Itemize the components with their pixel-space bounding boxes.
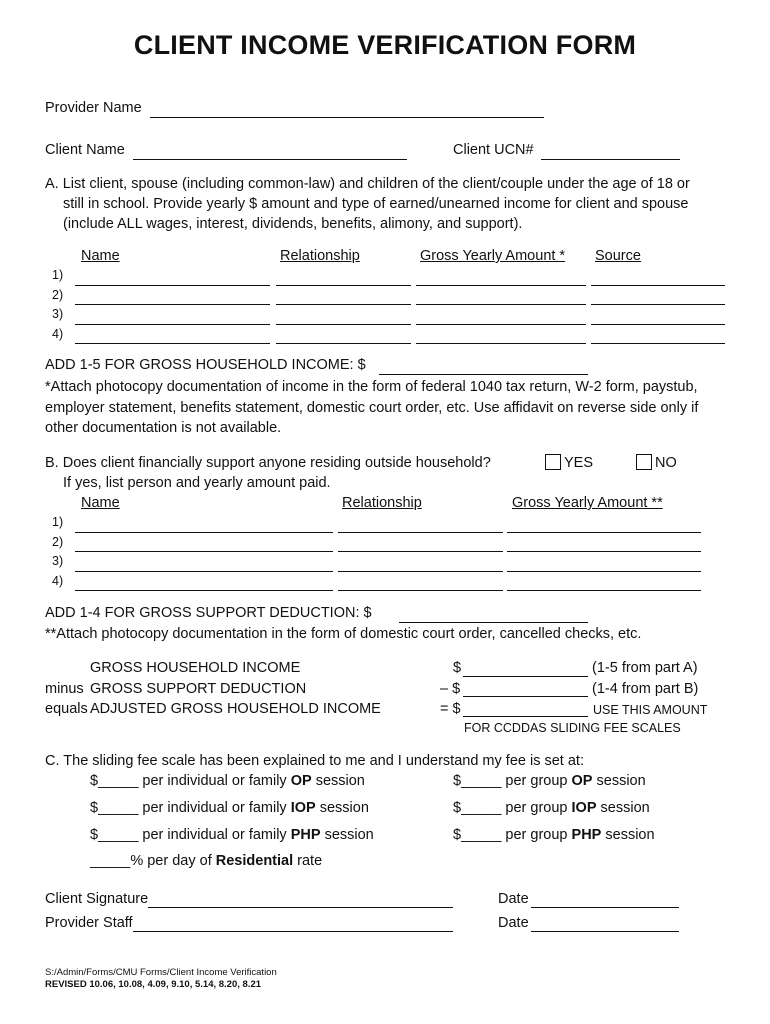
row-number: 3) bbox=[52, 554, 64, 568]
header-source: Source bbox=[595, 248, 641, 264]
section-b-line2: If yes, list person and yearly amount paid. bbox=[63, 475, 331, 491]
b-row4-name-field[interactable] bbox=[75, 590, 333, 591]
page-title: CLIENT INCOME VERIFICATION FORM bbox=[133, 30, 637, 60]
b-row4-amount-field[interactable] bbox=[507, 590, 701, 591]
provider-name-label: Provider Name bbox=[45, 100, 142, 116]
section-a-line1: A. List client, spouse (including common-law) and children of the client/couple under the age of 18 or bbox=[45, 176, 690, 192]
section-a-note1: *Attach photocopy documentation of income in the form of federal 1040 tax return, W-2 form, paystub, bbox=[45, 379, 698, 395]
b-row2-relationship-field[interactable] bbox=[338, 551, 503, 552]
calc-use-this-amount: USE THIS AMOUNT bbox=[593, 703, 708, 717]
b-row4-relationship-field[interactable] bbox=[338, 590, 503, 591]
client-date-label: Date bbox=[498, 891, 529, 907]
b-row1-name-field[interactable] bbox=[75, 532, 333, 533]
a-row1-relationship-field[interactable] bbox=[276, 285, 411, 286]
a-row4-name-field[interactable] bbox=[75, 343, 270, 344]
calc-adjusted-label: ADJUSTED GROSS HOUSEHOLD INCOME bbox=[90, 701, 381, 717]
calc-gross-income-field[interactable] bbox=[463, 676, 588, 677]
row-number: 3) bbox=[52, 307, 64, 321]
calc-minus-label: minus bbox=[45, 681, 84, 697]
section-b-question: B. Does client financially support anyone residing outside household? bbox=[45, 455, 491, 471]
a-row4-relationship-field[interactable] bbox=[276, 343, 411, 344]
calc-gross-deduction-label: GROSS SUPPORT DEDUCTION bbox=[90, 681, 307, 697]
calc-note-part-a: (1-5 from part A) bbox=[592, 660, 698, 676]
b-row2-amount-field[interactable] bbox=[507, 551, 701, 552]
b-row3-relationship-field[interactable] bbox=[338, 571, 503, 572]
a-row2-name-field[interactable] bbox=[75, 304, 270, 305]
calc-gross-income-label: GROSS HOUSEHOLD INCOME bbox=[90, 660, 301, 676]
section-a-note3: other documentation is not available. bbox=[45, 420, 282, 436]
b-header-name: Name bbox=[81, 495, 120, 511]
a-row1-source-field[interactable] bbox=[591, 285, 725, 286]
row-number: 2) bbox=[52, 288, 64, 302]
footer-revised: REVISED 10.06, 10.08, 4.09, 9.10, 5.14, 8.20, 8.21 bbox=[45, 979, 262, 990]
b-row3-amount-field[interactable] bbox=[507, 571, 701, 572]
a-row2-source-field[interactable] bbox=[591, 304, 725, 305]
client-signature-label: Client Signature bbox=[45, 891, 149, 907]
calc-minus-dollar: – $ bbox=[440, 681, 461, 697]
a-row2-amount-field[interactable] bbox=[416, 304, 586, 305]
calc-deduction-field[interactable] bbox=[463, 696, 588, 697]
fee-op-group[interactable]: $_____ per group OP session bbox=[453, 773, 646, 789]
client-ucn-field[interactable] bbox=[541, 159, 680, 160]
fee-op-individual[interactable]: $_____ per individual or family OP session bbox=[90, 773, 365, 789]
no-label: NO bbox=[655, 455, 677, 471]
header-gross-yearly-amount: Gross Yearly Amount * bbox=[420, 248, 566, 264]
gross-household-income-label: ADD 1-5 FOR GROSS HOUSEHOLD INCOME: $ bbox=[45, 357, 366, 373]
a-row3-amount-field[interactable] bbox=[416, 324, 586, 325]
a-row3-relationship-field[interactable] bbox=[276, 324, 411, 325]
provider-staff-field[interactable] bbox=[133, 931, 453, 932]
section-a-line3: (include ALL wages, interest, dividends, benefits, alimony, and support). bbox=[63, 216, 523, 232]
a-row3-name-field[interactable] bbox=[75, 324, 270, 325]
gross-support-deduction-label: ADD 1-4 FOR GROSS SUPPORT DEDUCTION: $ bbox=[45, 605, 372, 621]
row-number: 2) bbox=[52, 535, 64, 549]
b-row1-amount-field[interactable] bbox=[507, 532, 701, 533]
b-row3-name-field[interactable] bbox=[75, 571, 333, 572]
calc-equals-dollar: = $ bbox=[440, 701, 461, 717]
row-number: 1) bbox=[52, 268, 64, 282]
header-relationship: Relationship bbox=[280, 248, 360, 264]
calc-note-part-b: (1-4 from part B) bbox=[592, 681, 699, 697]
gross-household-income-field[interactable] bbox=[379, 374, 588, 375]
a-row1-name-field[interactable] bbox=[75, 285, 270, 286]
fee-residential[interactable]: _____% per day of Residential rate bbox=[90, 853, 323, 869]
a-row2-relationship-field[interactable] bbox=[276, 304, 411, 305]
client-signature-field[interactable] bbox=[148, 907, 453, 908]
a-row1-amount-field[interactable] bbox=[416, 285, 586, 286]
section-a-line2: still in school. Provide yearly $ amount and type of earned/unearned income for client and spouse bbox=[63, 196, 689, 212]
a-row4-source-field[interactable] bbox=[591, 343, 725, 344]
fee-iop-individual[interactable]: $_____ per individual or family IOP session bbox=[90, 800, 369, 816]
section-b-note: **Attach photocopy documentation in the form of domestic court order, cancelled checks, etc. bbox=[45, 626, 642, 642]
yes-label: YES bbox=[564, 455, 594, 471]
no-checkbox[interactable] bbox=[636, 454, 652, 470]
section-c-intro: C. The sliding fee scale has been explained to me and I understand my fee is set at: bbox=[45, 753, 584, 769]
a-row3-source-field[interactable] bbox=[591, 324, 725, 325]
b-row2-name-field[interactable] bbox=[75, 551, 333, 552]
client-name-field[interactable] bbox=[133, 159, 407, 160]
b-row1-relationship-field[interactable] bbox=[338, 532, 503, 533]
gross-support-deduction-field[interactable] bbox=[399, 622, 588, 623]
calc-sliding-fee-note: FOR CCDDAS SLIDING FEE SCALES bbox=[464, 721, 681, 735]
calc-dollar-sign: $ bbox=[453, 660, 462, 676]
b-header-relationship: Relationship bbox=[342, 495, 422, 511]
b-header-gross-yearly-amount: Gross Yearly Amount ** bbox=[512, 495, 663, 511]
provider-name-field[interactable] bbox=[150, 117, 544, 118]
client-ucn-label: Client UCN# bbox=[453, 142, 534, 158]
section-a-note2: employer statement, benefits statement, domestic court order, etc. Use affidavit on reverse side only if bbox=[45, 400, 699, 416]
fee-iop-group[interactable]: $_____ per group IOP session bbox=[453, 800, 650, 816]
a-row4-amount-field[interactable] bbox=[416, 343, 586, 344]
provider-staff-label: Provider Staff bbox=[45, 915, 133, 931]
footer-path: S:/Admin/Forms/CMU Forms/Client Income Verification bbox=[45, 967, 277, 978]
provider-date-field[interactable] bbox=[531, 931, 679, 932]
row-number: 4) bbox=[52, 327, 64, 341]
row-number: 4) bbox=[52, 574, 64, 588]
client-date-field[interactable] bbox=[531, 907, 679, 908]
calc-equals-label: equals bbox=[45, 701, 88, 717]
client-name-label: Client Name bbox=[45, 142, 125, 158]
row-number: 1) bbox=[52, 515, 64, 529]
calc-adjusted-field[interactable] bbox=[463, 716, 588, 717]
yes-checkbox[interactable] bbox=[545, 454, 561, 470]
fee-php-individual[interactable]: $_____ per individual or family PHP session bbox=[90, 827, 374, 843]
fee-php-group[interactable]: $_____ per group PHP session bbox=[453, 827, 655, 843]
provider-date-label: Date bbox=[498, 915, 529, 931]
header-name: Name bbox=[81, 248, 120, 264]
